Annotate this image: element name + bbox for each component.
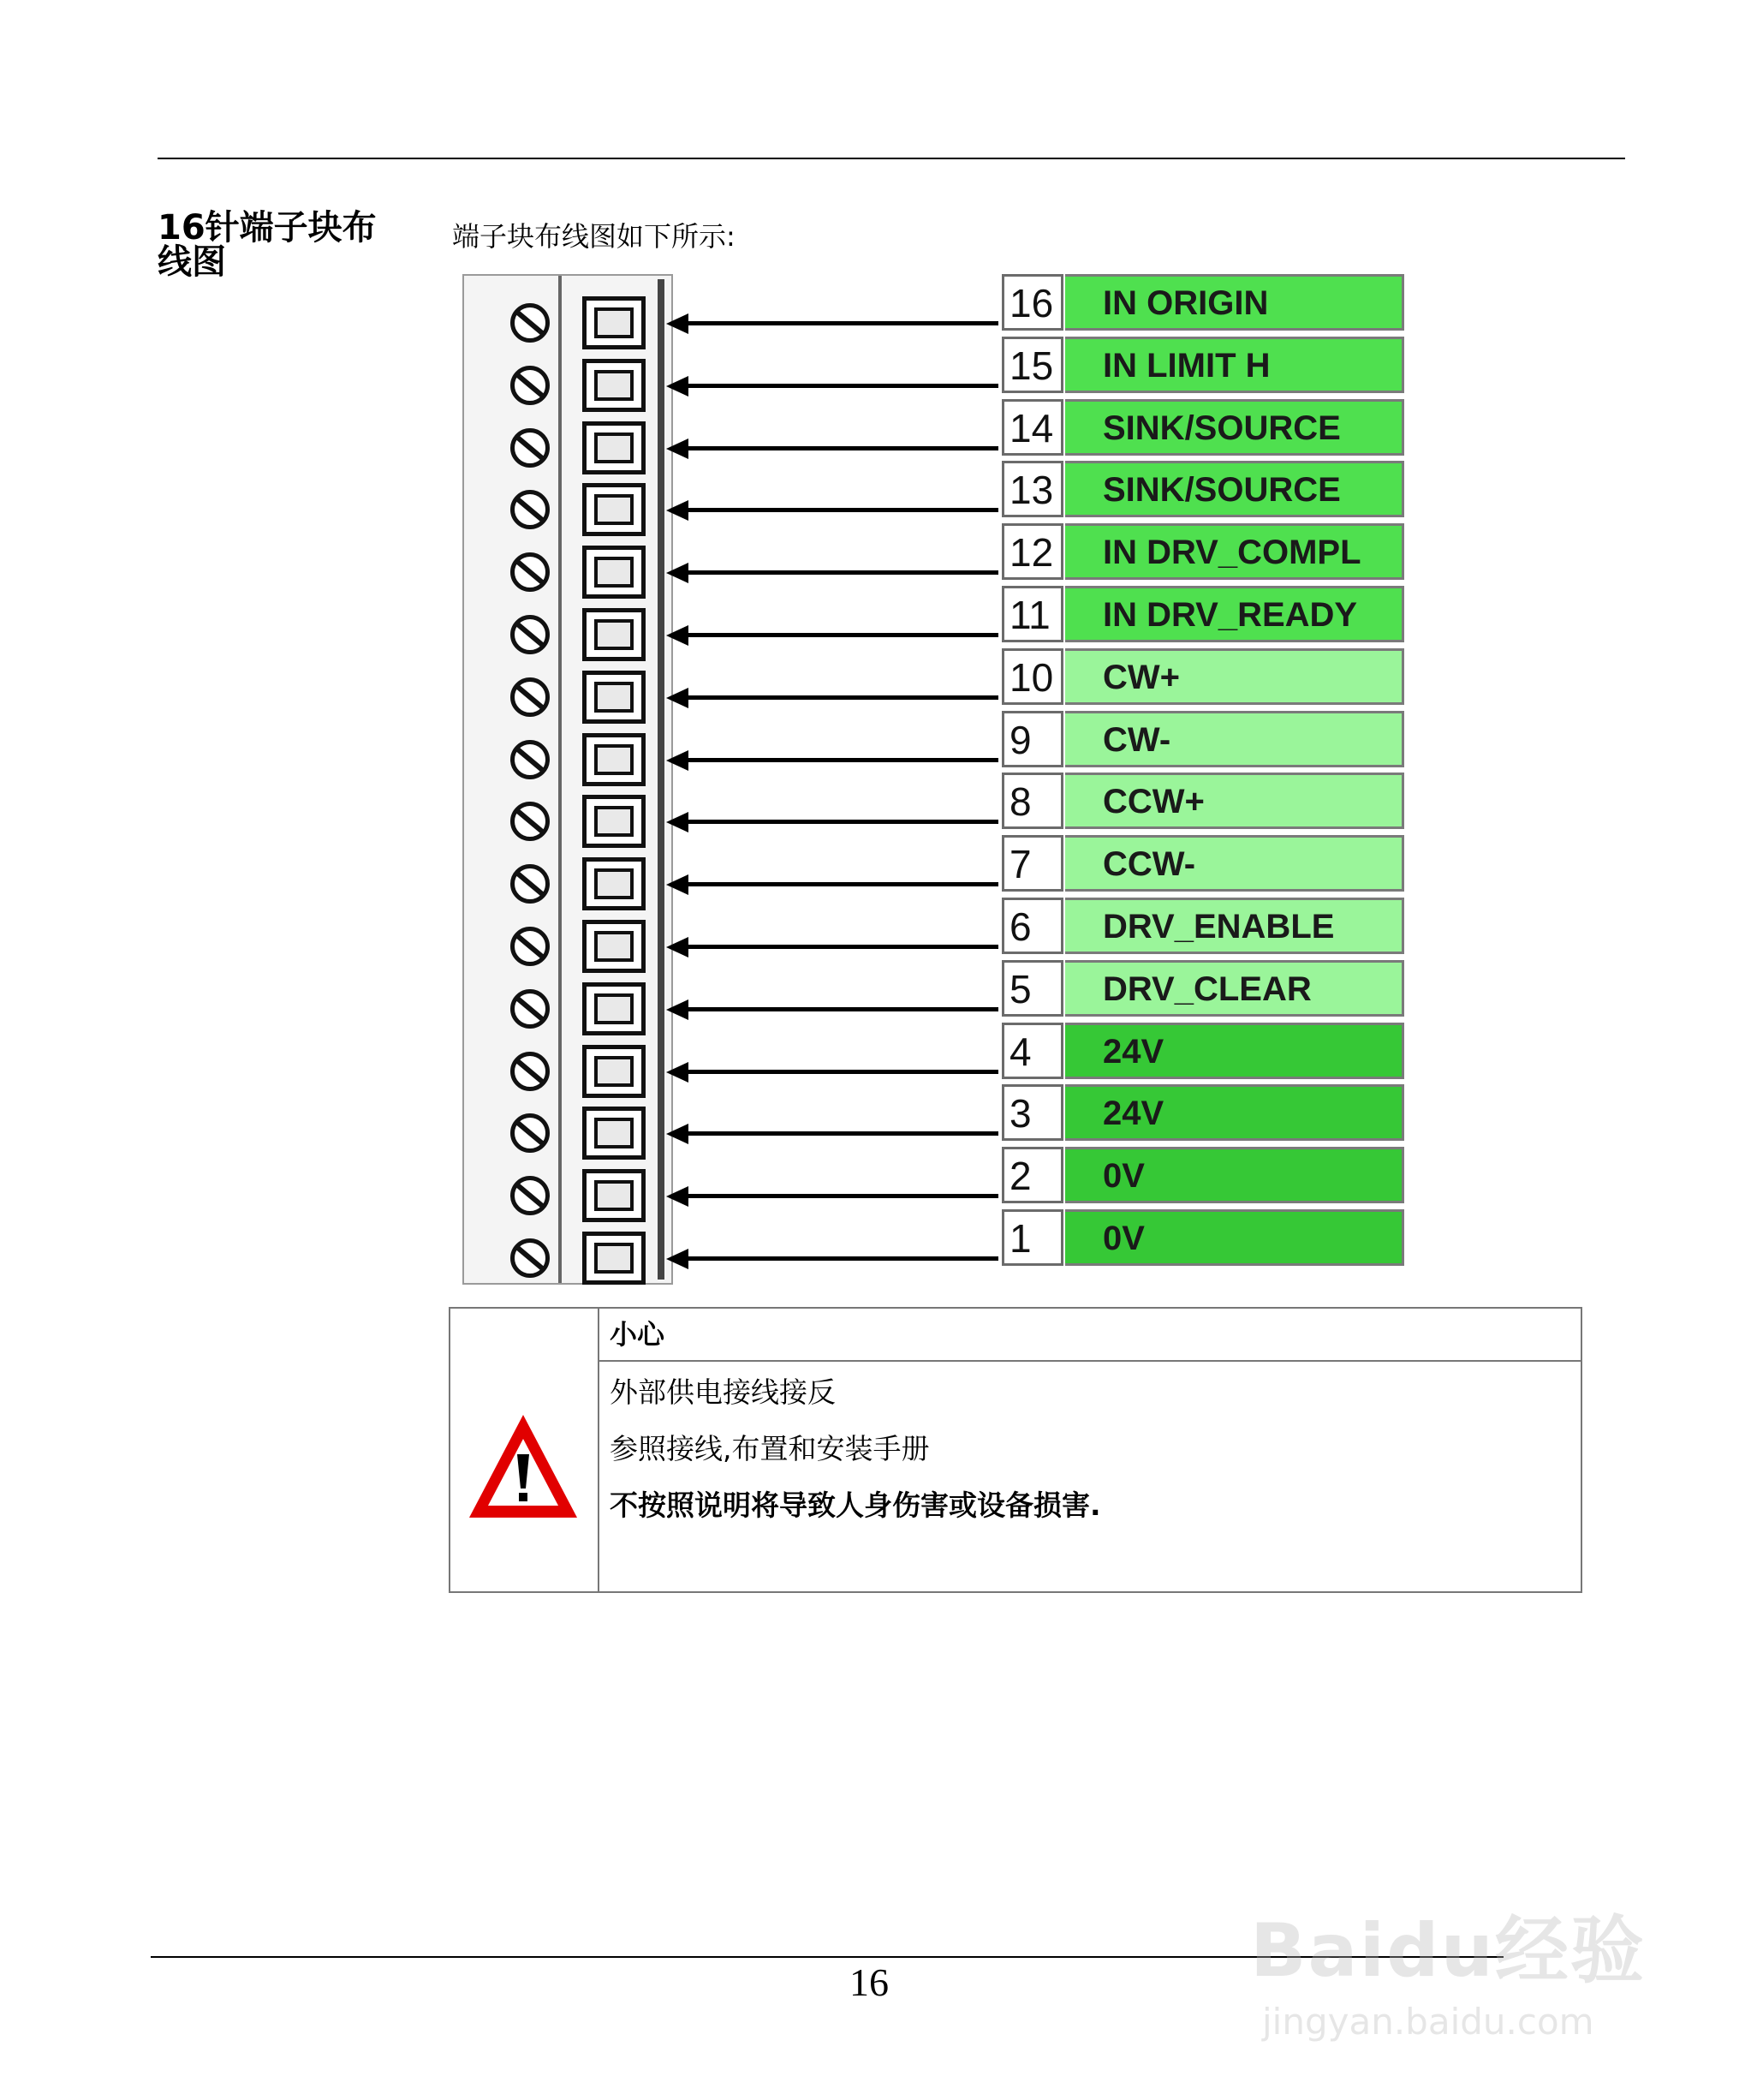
arrow-line <box>685 1131 998 1136</box>
arrow-line <box>685 633 998 637</box>
pin-number: 8 <box>1002 773 1063 829</box>
pin-number: 10 <box>1002 648 1063 705</box>
pin-row <box>0 711 1415 773</box>
warning-triangle-icon <box>466 1410 581 1524</box>
pin-number: 13 <box>1002 461 1063 517</box>
pin-label: IN ORIGIN <box>1065 274 1404 331</box>
arrow-line <box>685 570 998 575</box>
pin-label: 24V <box>1065 1023 1404 1079</box>
arrow-line <box>685 508 998 512</box>
pin-row <box>0 274 1415 336</box>
pin-number: 9 <box>1002 711 1063 767</box>
arrow-line <box>685 1070 998 1074</box>
arrow-line <box>685 695 998 700</box>
caution-line: 参照接线,布置和安装手册 <box>610 1432 930 1465</box>
watermark-brand: Baidu经验 <box>1250 1908 1646 1994</box>
pin-number: 2 <box>1002 1147 1063 1203</box>
arrow-line <box>685 820 998 824</box>
pin-number: 1 <box>1002 1209 1063 1266</box>
pin-row <box>0 898 1415 959</box>
pin-row <box>0 960 1415 1022</box>
pin-row <box>0 1209 1415 1271</box>
section-title: 16针端子块布线图 <box>158 208 377 282</box>
arrow-line <box>685 446 998 450</box>
pin-row <box>0 1147 1415 1208</box>
pin-number: 3 <box>1002 1084 1063 1141</box>
page-number: 16 <box>849 1960 889 2004</box>
pin-row <box>0 461 1415 522</box>
caution-box <box>449 1307 1582 1593</box>
caution-line: 外部供电接线接反 <box>610 1375 836 1409</box>
pin-label: CW- <box>1065 711 1404 767</box>
pin-number: 12 <box>1002 523 1063 580</box>
watermark <box>1250 1857 1661 2054</box>
pin-label: 0V <box>1065 1209 1404 1266</box>
pin-row <box>0 523 1415 585</box>
pin-number: 15 <box>1002 337 1063 393</box>
pin-label: 24V <box>1065 1084 1404 1141</box>
pin-row <box>0 586 1415 647</box>
arrow-line <box>685 1256 998 1261</box>
pin-label: DRV_ENABLE <box>1065 898 1404 954</box>
arrow-line <box>685 1007 998 1011</box>
caution-divider-vertical <box>598 1309 599 1591</box>
pin-number: 14 <box>1002 399 1063 456</box>
pin-number: 6 <box>1002 898 1063 954</box>
watermark-url: jingyan.baidu.com <box>1262 2001 1594 2043</box>
arrow-line <box>685 321 998 325</box>
pin-label: SINK/SOURCE <box>1065 461 1404 517</box>
caution-line-emphasis: 不按照说明将导致人身伤害或设备损害. <box>610 1488 1101 1522</box>
caution-divider-horizontal <box>599 1360 1581 1362</box>
header-rule <box>158 158 1625 159</box>
arrow-line <box>685 758 998 762</box>
screw-icon <box>510 1238 550 1278</box>
pin-number: 16 <box>1002 274 1063 331</box>
pin-label: CCW- <box>1065 835 1404 892</box>
pin-number: 11 <box>1002 586 1063 642</box>
pin-number: 7 <box>1002 835 1063 892</box>
pin-label: CW+ <box>1065 648 1404 705</box>
pin-row <box>0 835 1415 897</box>
pin-label: IN LIMIT H <box>1065 337 1404 393</box>
arrow-line <box>685 1194 998 1198</box>
wire-slot-icon <box>582 1232 646 1285</box>
pin-row <box>0 399 1415 461</box>
pin-label: CCW+ <box>1065 773 1404 829</box>
pin-label: IN DRV_COMPL <box>1065 523 1404 580</box>
caution-heading: 小心 <box>610 1318 665 1351</box>
pin-row <box>0 337 1415 398</box>
pin-label: IN DRV_READY <box>1065 586 1404 642</box>
pin-number: 5 <box>1002 960 1063 1017</box>
arrow-line <box>685 945 998 949</box>
pin-row <box>0 1023 1415 1084</box>
arrow-line <box>685 384 998 388</box>
pin-label: SINK/SOURCE <box>1065 399 1404 456</box>
intro-text: 端子块布线图如下所示: <box>452 220 736 253</box>
arrow-line <box>685 882 998 886</box>
pin-number: 4 <box>1002 1023 1063 1079</box>
pin-label: DRV_CLEAR <box>1065 960 1404 1017</box>
pin-label: 0V <box>1065 1147 1404 1203</box>
pin-row <box>0 1084 1415 1146</box>
pin-row <box>0 773 1415 834</box>
pin-row <box>0 648 1415 710</box>
